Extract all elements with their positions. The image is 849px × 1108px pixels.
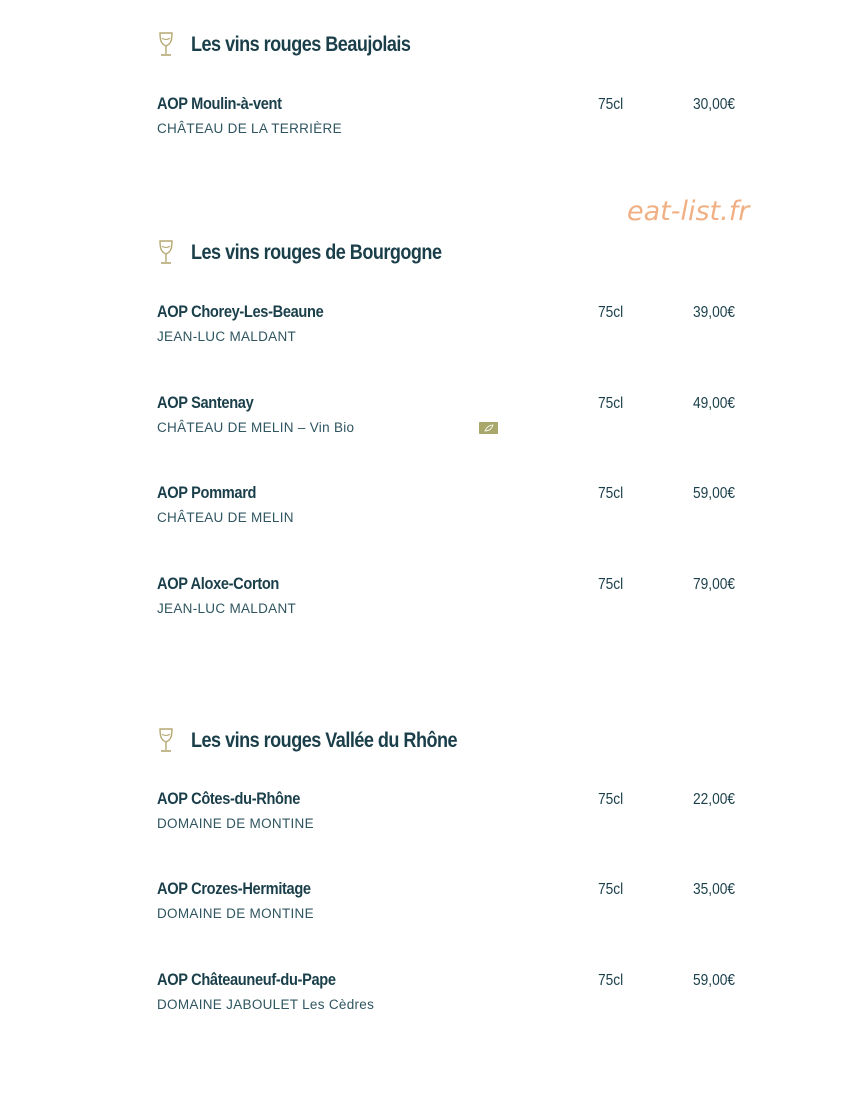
wine-item-aloxe-corton [157, 574, 747, 624]
section-title-text: Les vins rouges Vallée du Rhône [191, 729, 458, 752]
section-title-bourgogne [157, 240, 482, 266]
wine-price: 49,00€ [693, 395, 736, 412]
wine-producer: CHÂTEAU DE LA TERRIÈRE [157, 121, 342, 136]
organic-leaf-icon [479, 422, 498, 434]
wine-producer: DOMAINE JABOULET Les Cèdres [157, 997, 375, 1012]
wine-price: 79,00€ [693, 576, 736, 593]
wine-price: 59,00€ [693, 485, 736, 502]
wine-item-chorey-les-beaune [157, 302, 747, 352]
wine-size: 75cl [598, 881, 624, 898]
wine-item-moulin-a-vent [157, 94, 747, 144]
wine-name: AOP Pommard [157, 483, 257, 502]
wine-size: 75cl [598, 972, 624, 989]
wine-glass-icon [157, 32, 175, 58]
wine-name: AOP Chorey-Les-Beaune [157, 302, 324, 321]
wine-glass-icon [157, 240, 175, 266]
watermark: eat-list.fr [627, 196, 750, 227]
section-title-vallee-du-rhone [157, 728, 500, 754]
wine-producer: JEAN-LUC MALDANT [157, 601, 297, 616]
wine-item-pommard [157, 483, 747, 533]
wine-size: 75cl [598, 576, 624, 593]
wine-price: 35,00€ [693, 881, 736, 898]
wine-price: 30,00€ [693, 96, 736, 113]
wine-name: AOP Côtes-du-Rhône [157, 789, 300, 808]
section-title-text: Les vins rouges Beaujolais [191, 33, 411, 56]
wine-producer: JEAN-LUC MALDANT [157, 329, 297, 344]
wine-price: 59,00€ [693, 972, 736, 989]
wine-size: 75cl [598, 395, 624, 412]
wine-item-chateauneuf-du-pape [157, 970, 747, 1020]
wine-price: 22,00€ [693, 791, 736, 808]
wine-glass-icon [157, 728, 175, 754]
section-title-text: Les vins rouges de Bourgogne [191, 241, 442, 264]
wine-item-santenay [157, 393, 747, 443]
wine-name: AOP Aloxe-Corton [157, 574, 280, 593]
wine-name: AOP Crozes-Hermitage [157, 879, 311, 898]
wine-producer: DOMAINE DE MONTINE [157, 906, 314, 921]
wine-size: 75cl [598, 96, 624, 113]
wine-price: 39,00€ [693, 304, 736, 321]
wine-size: 75cl [598, 485, 624, 502]
wine-name: AOP Santenay [157, 393, 254, 412]
wine-name: AOP Moulin-à-vent [157, 94, 282, 113]
wine-item-crozes-hermitage [157, 879, 747, 929]
wine-size: 75cl [598, 304, 624, 321]
wine-item-cotes-du-rhone [157, 789, 747, 839]
section-title-beaujolais [157, 32, 446, 58]
wine-producer: CHÂTEAU DE MELIN – Vin Bio [157, 420, 355, 435]
wine-name: AOP Châteauneuf-du-Pape [157, 970, 336, 989]
wine-producer: DOMAINE DE MONTINE [157, 816, 314, 831]
wine-producer: CHÂTEAU DE MELIN [157, 510, 294, 525]
wine-size: 75cl [598, 791, 624, 808]
